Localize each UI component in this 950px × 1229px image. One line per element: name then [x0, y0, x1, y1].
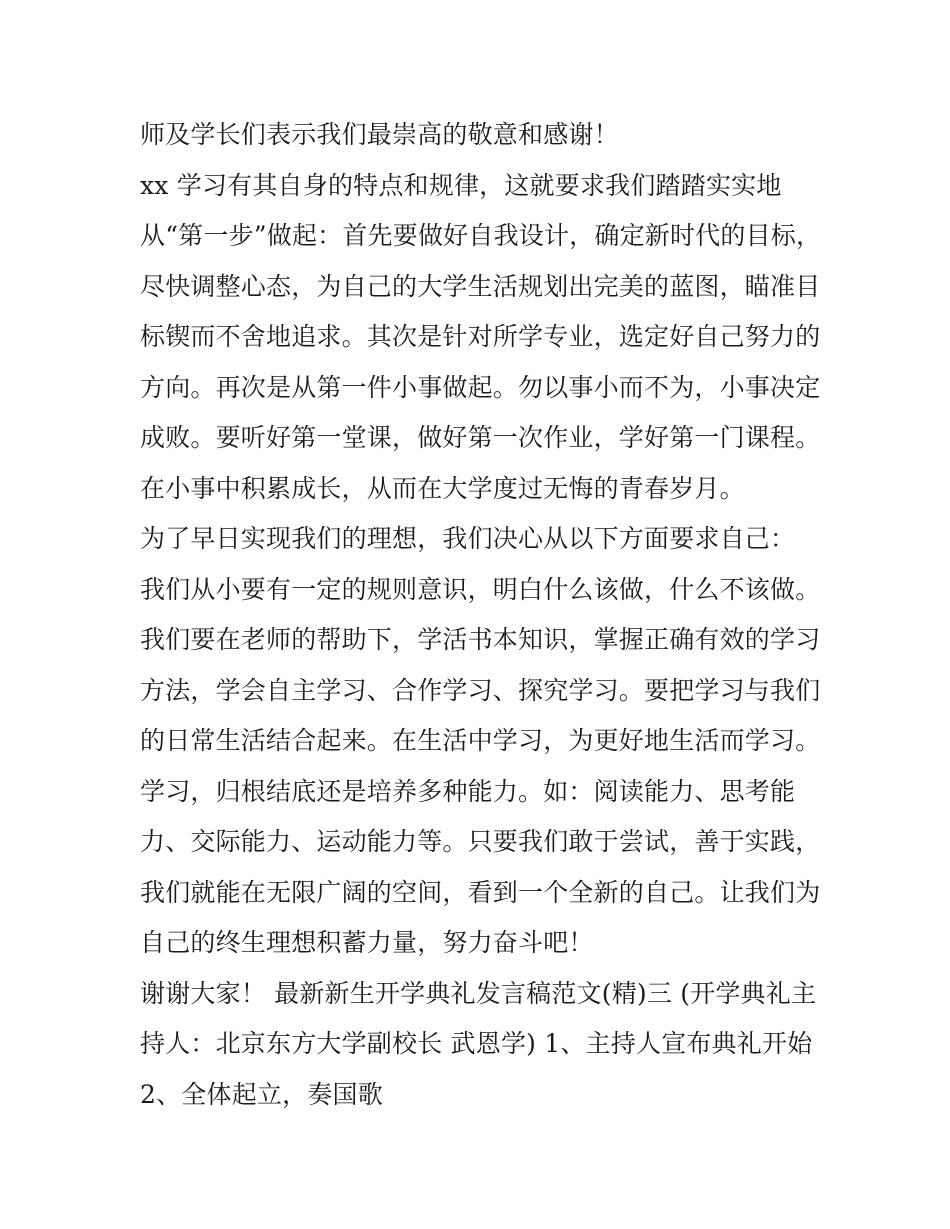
text-line: 为了早日实现我们的理想，我们决心从以下方面要求自己： — [140, 524, 796, 553]
text-line: 标锲而不舍地追求。其次是针对所学专业，选定好自己努力的 — [140, 322, 821, 351]
text-line: 的日常生活结合起来。在生活中学习，为更好地生活而学习。 — [140, 726, 821, 755]
text-line: 师及学长们表示我们最崇高的敬意和感谢！ — [140, 120, 619, 149]
text-line: 2、全体起立，奏国歌 — [140, 1079, 383, 1109]
text-line: 学习，归根结底还是培养多种能力。如：阅读能力、思考能 — [140, 776, 796, 806]
text-line: 我们就能在无限广阔的空间，看到一个全新的自己。让我们为 — [140, 877, 821, 907]
text-line: 我们从小要有一定的规则意识，明白什么该做，什么不该做。 — [140, 574, 821, 604]
text-line: 在小事中积累成长，从而在大学度过无悔的青春岁月。 — [140, 473, 745, 503]
text-line: 力、交际能力、运动能力等。只要我们敢于尝试，善于实践， — [140, 827, 821, 856]
text-line: 谢谢大家！ 最新新生开学典礼发言稿范文(精)三 (开学典礼主 — [140, 978, 817, 1008]
body-text — [140, 110, 820, 1120]
text-line: 方向。再次是从第一件小事做起。勿以事小而不为，小事决定 — [140, 372, 821, 402]
text-line: 尽快调整心态，为自己的大学生活规划出完美的蓝图，瞄准目 — [140, 271, 821, 301]
text-line: 自己的终生理想积蓄力量，努力奋斗吧！ — [140, 928, 594, 957]
text-line: 持人：北京东方大学副校长 武恩学) 1、主持人宣布典礼开始 — [140, 1029, 813, 1058]
text-line: 我们要在老师的帮助下，学活书本知识，掌握正确有效的学习 — [140, 625, 821, 654]
text-line: 方法，学会自主学习、合作学习、探究学习。要把学习与我们 — [140, 675, 821, 705]
text-line: xx 学习有其自身的特点和规律，这就要求我们踏踏实实地 — [140, 170, 782, 200]
text-line: 从“第一步”做起：首先要做好自我设计，确定新时代的目标， — [140, 221, 822, 250]
text-line: 成败。要听好第一堂课，做好第一次作业，学好第一门课程。 — [140, 423, 821, 452]
